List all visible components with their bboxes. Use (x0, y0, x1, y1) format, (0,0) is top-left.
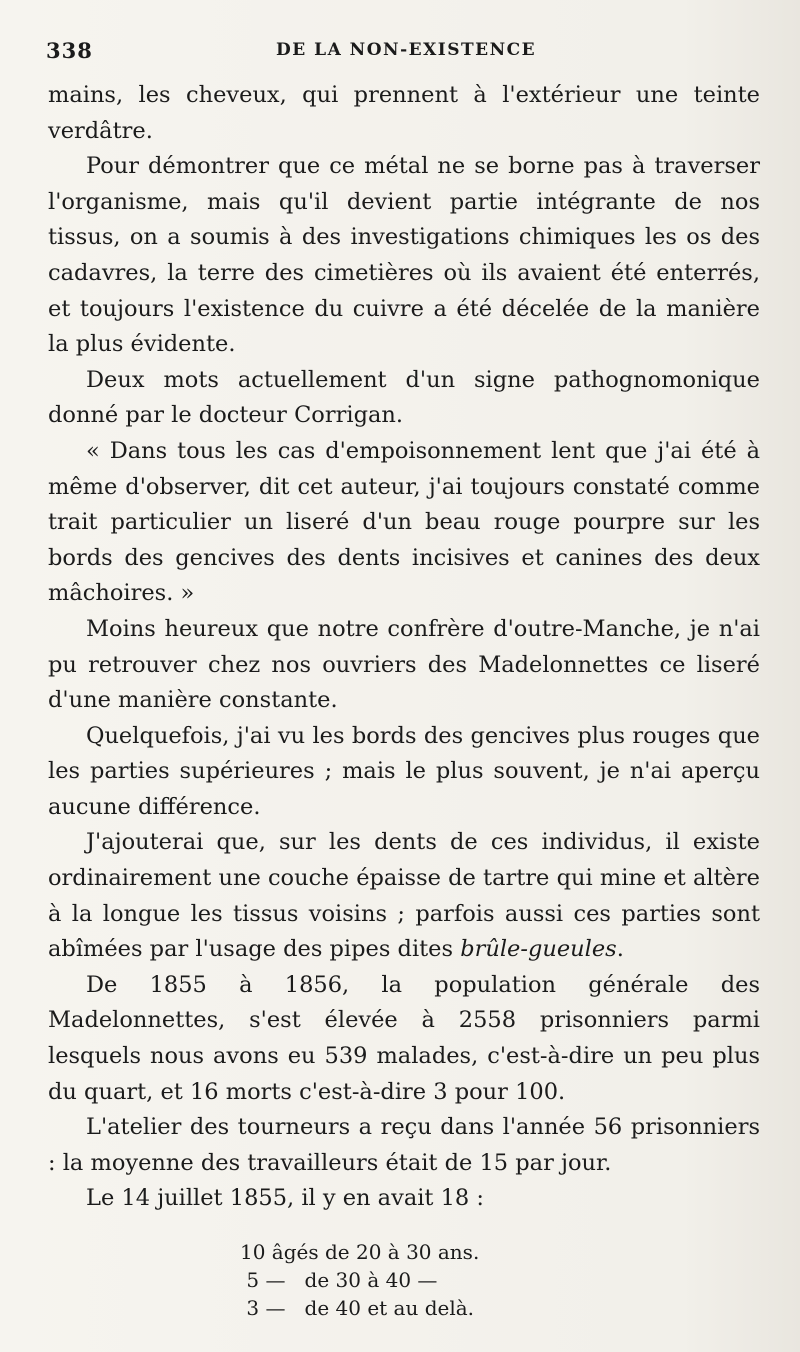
paragraph-atelier-tourneurs: L'atelier des tourneurs a reçu dans l'année 56 prisonniers : la moyenne des travailleurs était de 15 par jour. (48, 1114, 760, 1176)
running-title: DE LA NON-EXISTENCE (276, 40, 537, 60)
page-header (46, 38, 760, 68)
paragraph-gencives: Quelquefois, j'ai vu les bords des gencives plus rouges que les parties supérieures ; mais le plus souvent, je n'ai aperçu aucune différence. (48, 722, 760, 820)
paragraph-tartre-text: J'ajouterai que, sur les dents de ces individus, il existe ordinairement une couche épaisse de tartre qui mine et altère à la longue les tissus voisins ; parfois aussi ces parties sont abîmées par l'usage des pipes dites (48, 829, 760, 963)
paragraph-continuation: mains, les cheveux, qui prennent à l'extérieur une teinte verdâtre. (48, 82, 760, 144)
italic-term-brule-gueules: brûle-gueules (460, 936, 617, 963)
paragraph-madelonnettes-liseré: Moins heureux que notre confrère d'outre-Manche, je n'ai pu retrouver chez nos ouvriers des Madelonnettes ce liseré d'une manière constante. (48, 615, 760, 714)
age-table (240, 1238, 540, 1322)
paragraph-population-stats: De 1855 à 1856, la population générale des Madelonnettes, s'est élevée à 2558 prisonniers parmi lesquels nous avons eu 539 malades, c'est-à-dire un peu plus du quart, et 16 morts c'est-à-dire 3 pour 100. (48, 971, 760, 1105)
paragraph-corrigan-sign: Deux mots actuellement d'un signe pathognomonique donné par le docteur Corrigan. (48, 366, 760, 429)
paragraph-tartre (48, 825, 760, 967)
age-row: 3 — de 40 et au delà. (240, 1296, 475, 1320)
age-row: 5 — de 30 à 40 — (240, 1268, 438, 1292)
paragraph-tartre-end: . (616, 936, 624, 963)
age-row: 10 âgés de 20 à 30 ans. (240, 1240, 480, 1264)
page-number: 338 (46, 38, 93, 63)
paragraph-juillet-1855: Le 14 juillet 1855, il y en avait 18 : (86, 1185, 484, 1212)
paragraph-corrigan-quote: « Dans tous les cas d'empoisonnement lent que j'ai été à même d'observer, dit cet auteur, j'ai toujours constaté comme trait particulier un liseré d'un beau rouge pourpre sur les bords des gencives des dents incisives et canines des deux mâchoires. » (48, 437, 760, 607)
paragraph-copper-tissues: Pour démontrer que ce métal ne se borne pas à traverser l'organisme, mais qu'il devient partie intégrante de nos tissus, on a soumis à des investigations chimiques les os des cadavres, la terre des cimetières où ils avaient été enterrés, et toujours l'existence du cuivre a été décelée de la manière la plus évidente. (48, 153, 760, 358)
body-text (48, 78, 760, 1217)
